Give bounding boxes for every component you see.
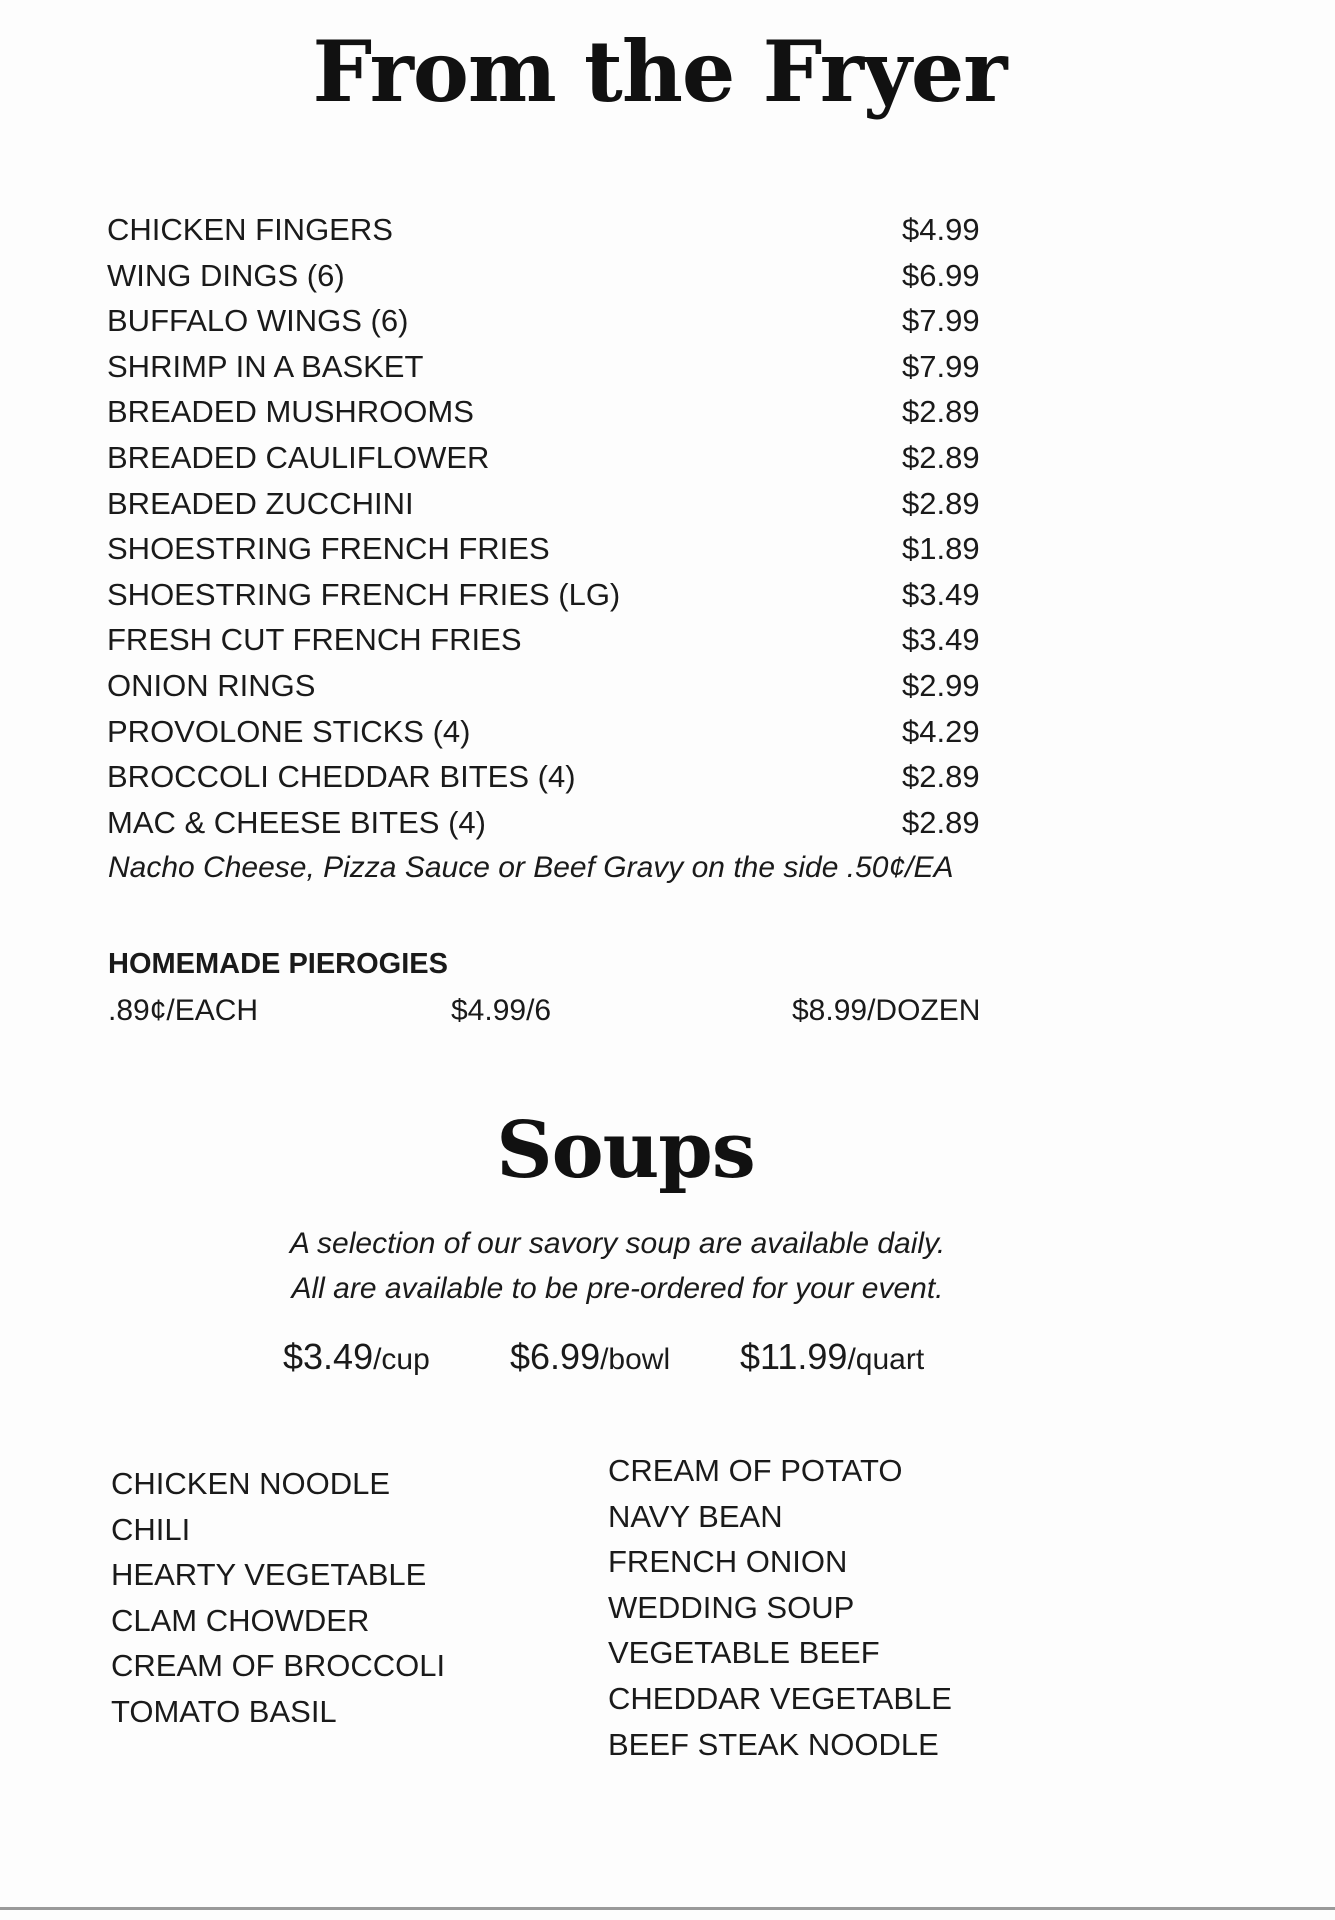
menu-item-row	[107, 617, 1002, 663]
soup-price-bowl	[510, 1336, 670, 1378]
menu-item-price: $6.99	[902, 257, 980, 293]
menu-item-name: WING DINGS (6)	[107, 257, 345, 293]
soup-item: BEEF STEAK NOODLE	[608, 1726, 939, 1762]
soup-intro-line: A selection of our savory soup are available daily.	[289, 1227, 946, 1260]
menu-item-price: $2.89	[902, 804, 980, 840]
soup-item: CHILI	[111, 1511, 191, 1547]
bottom-divider	[0, 1907, 1335, 1910]
soup-item: CLAM CHOWDER	[111, 1602, 370, 1638]
soup-price-quart	[740, 1336, 924, 1378]
soup-price-amount: $3.49	[283, 1336, 374, 1377]
menu-item-row	[107, 800, 1002, 846]
soup-item: NAVY BEAN	[608, 1498, 783, 1534]
soup-price-unit: /quart	[847, 1343, 925, 1376]
soup-item: WEDDING SOUP	[608, 1589, 855, 1625]
soup-list-left	[111, 1461, 445, 1735]
soups-section-title: Soups	[496, 1105, 755, 1196]
soup-price-amount: $6.99	[510, 1336, 601, 1377]
soup-item: VEGETABLE BEEF	[608, 1635, 880, 1671]
soup-item: TOMATO BASIL	[111, 1693, 337, 1729]
soup-item: CHICKEN NOODLE	[111, 1466, 391, 1501]
menu-item-price: $7.99	[902, 303, 980, 339]
menu-item-row	[107, 526, 1002, 572]
soup-price-unit: /bowl	[600, 1343, 671, 1376]
sauce-note: Nacho Cheese, Pizza Sauce or Beef Gravy on the side .50¢/EA	[108, 851, 954, 884]
soup-item: CREAM OF BROCCOLI	[111, 1648, 446, 1684]
menu-item-price: $1.89	[902, 531, 980, 567]
pierogi-price-each: .89¢/EACH	[108, 994, 259, 1027]
menu-item-price: $3.49	[902, 622, 980, 658]
menu-item-name: BREADED CAULIFLOWER	[107, 439, 490, 475]
menu-item-name: ONION RINGS	[107, 667, 316, 703]
pierogies-title: HOMEMADE PIEROGIES	[108, 948, 448, 980]
menu-item-price: $3.49	[902, 576, 980, 612]
menu-item-name: SHOESTRING FRENCH FRIES	[107, 531, 550, 567]
menu-item-price: $4.99	[902, 212, 980, 247]
fryer-section-title: From the Fryer	[312, 22, 1007, 121]
soup-list-right	[608, 1448, 952, 1767]
soup-price-unit: /cup	[373, 1343, 430, 1376]
menu-item-row	[107, 389, 1002, 435]
menu-item-row	[107, 253, 1002, 299]
menu-item-name: BREADED ZUCCHINI	[107, 485, 414, 521]
menu-item-name: SHRIMP IN A BASKET	[107, 348, 424, 384]
menu-item-price: $2.89	[902, 439, 980, 475]
menu-item-row	[107, 298, 1002, 344]
menu-item-price: $7.99	[902, 348, 980, 384]
menu-item-row	[107, 754, 1002, 800]
menu-item-name: FRESH CUT FRENCH FRIES	[107, 622, 522, 658]
soup-item: FRENCH ONION	[608, 1544, 848, 1580]
soup-item: HEARTY VEGETABLE	[111, 1557, 427, 1593]
soup-item: CREAM OF POTATO	[608, 1453, 903, 1488]
menu-item-row	[107, 207, 1002, 253]
menu-item-name: SHOESTRING FRENCH FRIES (LG)	[107, 576, 621, 612]
menu-item-price: $2.89	[902, 485, 980, 521]
menu-item-row	[107, 435, 1002, 481]
pierogi-price-dozen: $8.99/DOZEN	[792, 994, 981, 1027]
menu-item-price: $2.99	[902, 667, 980, 703]
menu-item-price: $4.29	[902, 713, 980, 749]
menu-item-row	[107, 663, 1002, 709]
fryer-menu-list	[107, 207, 1002, 845]
menu-item-row	[107, 709, 1002, 755]
pierogi-price-six: $4.99/6	[451, 994, 552, 1027]
menu-item-row	[107, 481, 1002, 527]
menu-item-name: BREADED MUSHROOMS	[107, 394, 474, 430]
menu-item-price: $2.89	[902, 394, 980, 430]
menu-item-name: MAC & CHEESE BITES (4)	[107, 804, 486, 840]
menu-item-row	[107, 572, 1002, 618]
menu-item-name: BUFFALO WINGS (6)	[107, 303, 409, 339]
soup-item: CHEDDAR VEGETABLE	[608, 1680, 952, 1716]
menu-item-name: CHICKEN FINGERS	[107, 212, 393, 247]
soup-price-cup	[283, 1336, 430, 1378]
soup-intro-line: All are available to be pre-ordered for your event.	[291, 1272, 944, 1305]
menu-item-name: BROCCOLI CHEDDAR BITES (4)	[107, 759, 576, 795]
menu-item-name: PROVOLONE STICKS (4)	[107, 713, 471, 749]
menu-item-price: $2.89	[902, 759, 980, 795]
soup-price-amount: $11.99	[740, 1336, 848, 1377]
menu-item-row	[107, 344, 1002, 390]
